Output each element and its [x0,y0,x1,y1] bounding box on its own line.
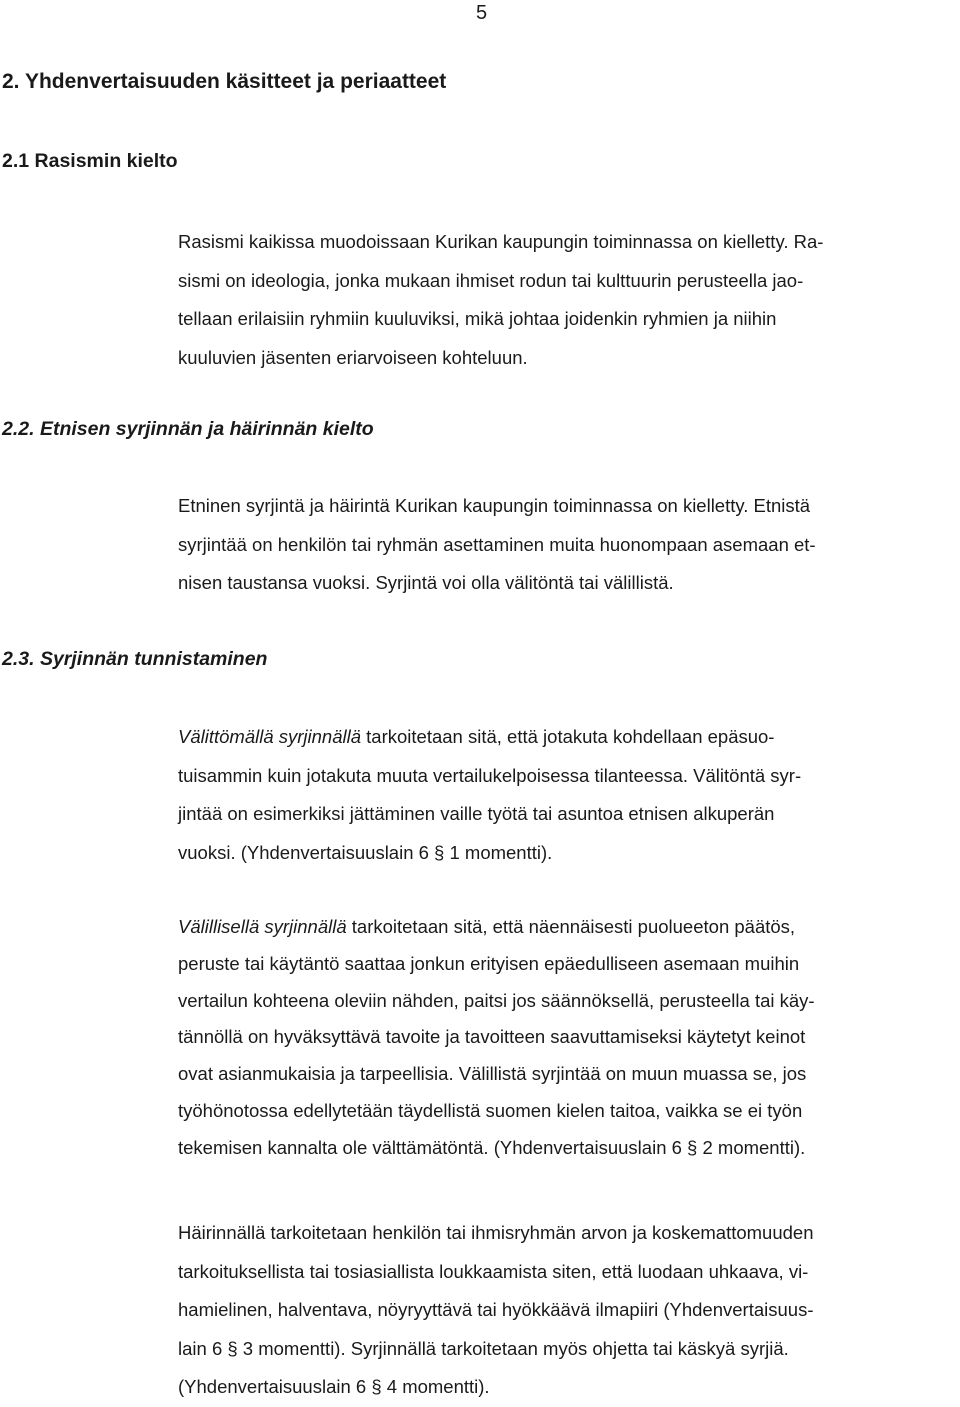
text-line: tellaan erilaisiin ryhmiin kuuluviksi, mikä johtaa joidenkin ryhmien ja niihin [178,308,777,330]
text-line: vuoksi. (Yhdenvertaisuuslain 6 § 1 momentti). [178,841,553,863]
text-line: tekemisen kannalta ole välttämätöntä. (Yhdenvertaisuuslain 6 § 2 momentti). [178,1136,806,1158]
text-line: vertailun kohteena oleviin nähden, paitsi jos säännöksellä, perusteella tai käy- [178,989,815,1011]
paragraph-valillinen-syrjinta [178,909,933,1167]
text-line: Häirinnällä tarkoitetaan henkilön tai ihmisryhmän arvon ja koskemattomuuden [178,1222,814,1243]
text-line: jintää on esimerkiksi jättäminen vaille työtä tai asuntoa etnisen alkuperän [178,803,775,825]
text-line: kuuluvien jäsenten eriarvoiseen kohteluun. [178,346,528,368]
text-line: tuisammin kuin jotakuta muuta vertailukelpoisessa tilanteessa. Välitöntä syr- [178,764,802,786]
text-line [178,718,933,757]
section-title: 2. Yhdenvertaisuuden käsitteet ja periaatteet [2,70,447,93]
page-number: 5 [476,2,488,24]
paragraph-hairinta [178,1214,933,1407]
text-line: työhönotossa edellytetään täydellistä suomen kielen taitoa, vaikka se ei työn [178,1099,803,1121]
heading-2-1: 2.1 Rasismin kielto [2,150,178,172]
text-line: (Yhdenvertaisuuslain 6 § 4 momentti). [178,1376,490,1398]
text-line: hamielinen, halventava, nöyryyttävä tai hyökkäävä ilmapiiri (Yhdenvertaisuus- [178,1299,814,1321]
heading-2-2: 2.2. Etnisen syrjinnän ja häirinnän kielto [2,418,374,440]
text-line: lain 6 § 3 momentti). Syrjinnällä tarkoitetaan myös ohjetta tai käskyä syrjiä. [178,1337,789,1359]
paragraph-rasismi [178,223,933,377]
term-valiton-syrjinta: Välittömällä syrjinnällä [178,726,362,747]
text-line: ovat asianmukaisia ja tarpeellisia. Välillistä syrjintää on muun muassa se, jos [178,1063,807,1085]
text-fragment: tarkoitetaan sitä, että jotakuta kohdellaan epäsuo- [361,726,775,747]
text-line: Etninen syrjintä ja häirintä Kurikan kaupungin toiminnassa on kielletty. Etnistä [178,495,811,516]
text-line: tarkoituksellista tai tosiasiallista loukkaamista siten, että luodaan uhkaava, vi- [178,1260,809,1282]
paragraph-valiton-syrjinta [178,718,933,872]
text-line: syrjintää on henkilön tai ryhmän asettaminen muita huonompaan asemaan et- [178,533,816,555]
text-line: Rasismi kaikissa muodoissaan Kurikan kaupungin toiminnassa on kielletty. Ra- [178,231,824,252]
text-line [178,909,933,946]
text-line: nisen taustansa vuoksi. Syrjintä voi olla välitöntä tai välillistä. [178,572,674,594]
text-line: tännöllä on hyväksyttävä tavoite ja tavoitteen saavuttamiseksi käytetyt keinot [178,1026,806,1048]
text-fragment: tarkoitetaan sitä, että näennäisesti puolueeton päätös, [346,916,796,937]
paragraph-etninen-syrjinta [178,487,933,603]
text-line: peruste tai käytäntö saattaa jonkun erityisen epäedulliseen asemaan muihin [178,952,800,974]
term-valillinen-syrjinta: Välillisellä syrjinnällä [178,916,347,937]
heading-2-3: 2.3. Syrjinnän tunnistaminen [2,648,268,670]
text-line: sismi on ideologia, jonka mukaan ihmiset rodun tai kulttuurin perusteella jao- [178,269,804,291]
